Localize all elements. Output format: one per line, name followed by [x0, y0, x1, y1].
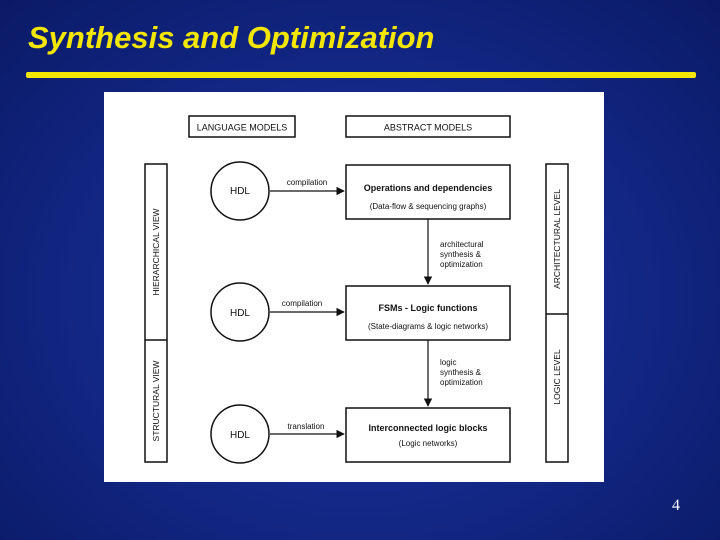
diagram-canvas — [104, 92, 604, 482]
model-3-subtitle: (Logic networks) — [398, 439, 458, 448]
slide-title: Synthesis and Optimization — [28, 20, 435, 55]
design-flow-diagram — [104, 92, 604, 482]
model-1-title: Operations and dependencies — [363, 183, 493, 193]
compilation-label-2: compilation — [281, 299, 323, 308]
hdl-node-3-label: HDL — [229, 430, 251, 441]
architectural-synthesis-line2: synthesis & — [440, 250, 481, 259]
architectural-level-label: ARCHITECTURAL LEVEL — [552, 189, 562, 289]
model-2-title: FSMs - Logic functions — [378, 303, 478, 313]
title-underline — [26, 72, 696, 78]
hierarchical-view-label: HIERARCHICAL VIEW — [151, 208, 161, 296]
model-2-subtitle: (State-diagrams & logic networks) — [367, 322, 489, 331]
structural-view-label: STRUCTURAL VIEW — [151, 360, 161, 442]
model-box-3 — [346, 408, 510, 462]
architectural-synthesis-line3: optimization — [440, 260, 483, 269]
page-number: 4 — [672, 497, 680, 514]
model-1-subtitle: (Data-flow & sequencing graphs) — [369, 202, 487, 211]
hdl-node-2-label: HDL — [229, 308, 251, 319]
compilation-label-1: compilation — [286, 178, 328, 187]
language-models-header: LANGUAGE MODELS — [196, 122, 288, 133]
abstract-models-header: ABSTRACT MODELS — [383, 122, 473, 133]
logic-level-label: LOGIC LEVEL — [552, 349, 562, 405]
translation-label: translation — [287, 422, 325, 431]
logic-synthesis-line1: logic — [440, 358, 457, 367]
model-3-title: Interconnected logic blocks — [368, 423, 488, 433]
architectural-synthesis-line1: architectural — [440, 240, 484, 249]
hdl-node-1-label: HDL — [229, 186, 251, 197]
model-box-2 — [346, 286, 510, 340]
logic-synthesis-line3: optimization — [440, 378, 483, 387]
logic-synthesis-line2: synthesis & — [440, 368, 481, 377]
